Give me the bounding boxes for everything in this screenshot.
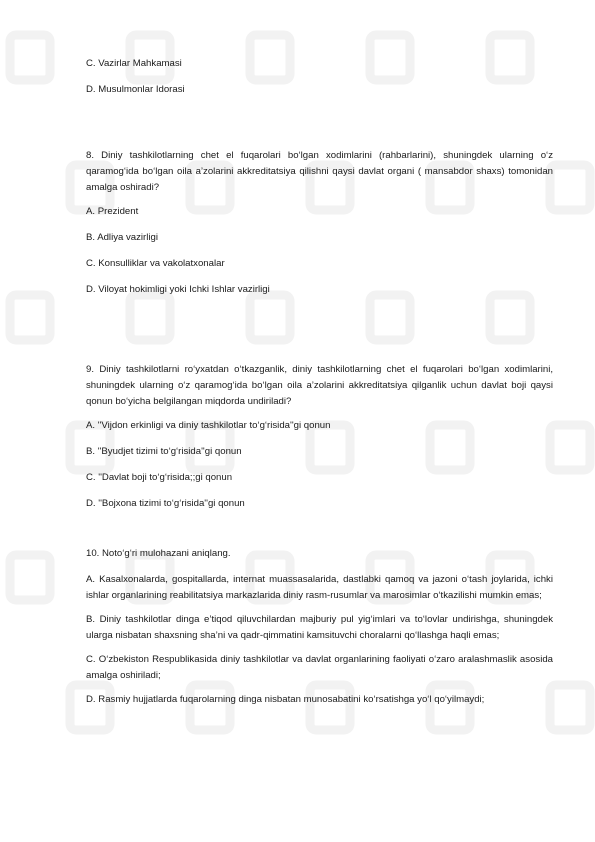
q10-option-c: C. O‘zbekiston Respublikasida diniy tashkilotlar va davlat organlarining faoliyati o‘zaro aralashmaslik asosida amalga oshiriladi; bbox=[86, 654, 553, 681]
q9-option-d: D. ''Bojxona tizimi to‘g‘risida''gi qonun bbox=[86, 498, 245, 509]
q10-option-b: B. Diniy tashkilotlar dinga e’tiqod qiluvchilardan majburiy pul yig‘imlari va to‘lovlar undirishga, shuningdek ularga nisbatan shaxsning sha’ni va qadr-qimmatini kamsituvchi choralarni qo‘llashga haqli emas; bbox=[86, 614, 553, 641]
q9-question: 9. Diniy tashkilotlarni ro‘yxatdan o‘tkazganlik, diniy tashkilotlarning chet el fuqarolari bo‘lgan xodimlarini, shuningdek ularning o‘z qaramog‘ida bo‘lgan oila a’zolarini akkreditatsiya qilganlik uchun davlat boji qaysi qonun bo‘yicha belgilangan miqdorda undiriladi? bbox=[86, 364, 553, 407]
q9-option-b: B. ''Byudjet tizimi to‘g‘risida''gi qonun bbox=[86, 446, 242, 457]
q10-option-d: D. Rasmiy hujjatlarda fuqarolarning dinga nisbatan munosabatini ko‘rsatishga yo‘l qo‘yilmaydi; bbox=[86, 694, 485, 705]
q7-option-c: C. Vazirlar Mahkamasi bbox=[86, 58, 182, 69]
document-page bbox=[86, 56, 553, 718]
spacer bbox=[86, 308, 553, 362]
q10-option-a: A. Kasalxonalarda, gospitallarda, internat muassasalarida, dastlabki qamoq va jazoni o‘tash joylarida, ichki ishlar organlarining reabilitatsiya markazlarida diniy rasm-rusumlar va marosimlar o‘tkazilishi mumkin emas; bbox=[86, 574, 553, 601]
q8-option-b: B. Adliya vazirligi bbox=[86, 232, 158, 243]
q7-option-d: D. Musulmonlar Idorasi bbox=[86, 84, 185, 95]
q8-option-d: D. Viloyat hokimligi yoki Ichki Ishlar vazirligi bbox=[86, 284, 270, 295]
spacer bbox=[86, 108, 553, 148]
q8-question: 8. Diniy tashkilotlarning chet el fuqarolari bo‘lgan xodimlarini (rahbarlarini), shuningdek ularning o‘z qaramog‘ida bo‘lgan oila a’zolarini akkreditatsiya qilishni qaysi davlat organi ( mansabdor shaxs) tomonidan amalga oshiradi? bbox=[86, 150, 553, 193]
q9-option-a: A. ''Vijdon erkinligi va diniy tashkilotlar to‘g‘risida''gi qonun bbox=[86, 420, 331, 431]
q9-option-c: C. ''Davlat boji to‘g‘risida;;gi qonun bbox=[86, 472, 233, 483]
q10-question: 10. Noto‘g‘ri mulohazani aniqlang. bbox=[86, 548, 231, 559]
q8-option-a: A. Prezident bbox=[86, 206, 139, 217]
q8-option-c: C. Konsulliklar va vakolatxonalar bbox=[86, 258, 225, 269]
spacer bbox=[86, 522, 553, 546]
